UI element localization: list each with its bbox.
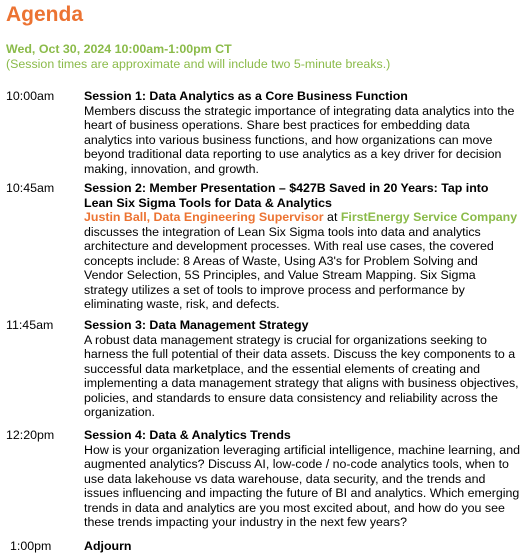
session-time: 12:20pm [6,428,55,442]
session-description: discusses the integration of Lean Six Sigma tools into data and analytics architecture and development processes. With real use cases, the covered concepts include: 8 Areas of Waste, Using A3's for Problem Solving and Vendor Selection, 5S Principles, and Value Stream Mapping. Six Sigma strategy utilizes a set of tools to improve process and performance by eliminating waste, risk, and defects. [84,224,494,311]
event-date-time: Wed, Oct 30, 2024 10:00am-1:00pm CT [6,42,232,56]
session-description: How is your organization leveraging artificial intelligence, machine learning, and augmented analytics? Discuss AI, low-code / no-code analytics tools, when to use data lakehouse vs data warehouse, data security, and the trends and issues influencing and impacting the future of BI and analytics. Which emerging trends in data and analytics are you most excited about, and how do you see these trends impacting your industry in the next few years? [84,442,520,529]
session-time: 1:00pm [10,539,52,553]
session-description: A robust data management strategy is crucial for organizations seeking to harness the full potential of their data assets. Discuss the key components to a successful data marketplace, and the essential elements of creating and implementing a data management strategy that aligns with business objectives, policies, and standards to ensure data consistency and reliability across the organization. [84,332,519,419]
session-time: 10:00am [6,89,55,103]
session-content [84,318,520,420]
session-content [84,428,520,530]
speaker-name: Justin Ball, Data Engineering Supervisor [84,210,324,224]
session-title: Session 2: Member Presentation – $427B Saved in 20 Years: Tap into Lean Six Sigma Tools for Data & Analytics [84,181,489,210]
session-title: Adjourn [84,539,132,553]
session-time: 11:45am [6,318,54,332]
session-time: 10:45am [6,181,55,195]
session-content [84,181,520,312]
session-title: Session 4: Data & Analytics Trends [84,428,291,442]
session-description: Members discuss the strategic importance of integrating data analytics into the heart of business operations. Share best practices for embedding data analytics into various business functions, and how organizations can move beyond traditional data reporting to use analytics as a key driver for decision making, innovation, and growth. [84,103,515,176]
page-title: Agenda [6,3,84,26]
session-speaker-and-description [84,210,520,312]
speaker-company: FirstEnergy Service Company [340,210,518,224]
session-title: Session 3: Data Management Strategy [84,318,309,332]
session-times-note: (Session times are approximate and will include two 5-minute breaks.) [6,57,391,71]
session-content [84,89,520,176]
session-title: Session 1: Data Analytics as a Core Business Function [84,89,408,103]
session-content [84,539,520,554]
speaker-connector: at [323,210,341,224]
